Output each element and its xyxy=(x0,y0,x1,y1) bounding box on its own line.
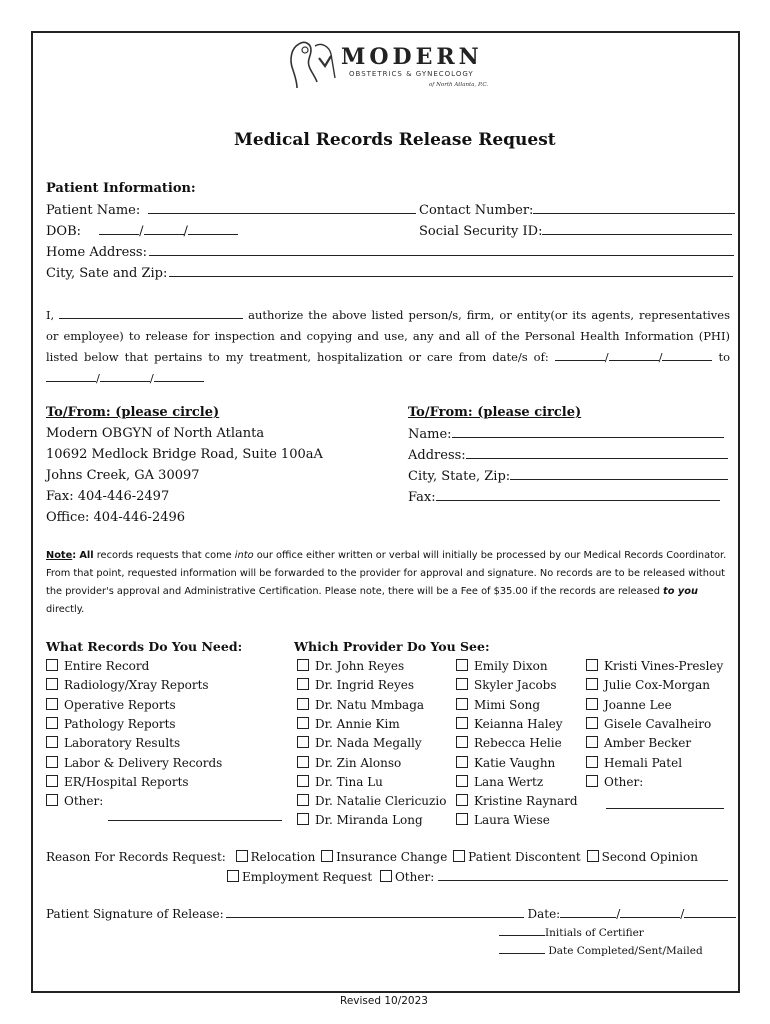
provider-physician-checkbox[interactable] xyxy=(297,813,309,825)
reason-insurance-label: Insurance Change xyxy=(336,850,448,864)
patient-info-heading: Patient Information: xyxy=(46,181,196,196)
provider-np-checkbox[interactable] xyxy=(586,678,598,690)
reason-second-opinion-checkbox[interactable] xyxy=(587,850,599,862)
record-type-item[interactable] xyxy=(46,736,180,750)
signature-date-month[interactable] xyxy=(560,908,616,918)
record-type-checkbox[interactable] xyxy=(46,736,58,748)
provider-midwife-item[interactable] xyxy=(456,794,578,808)
provider-physician-checkbox[interactable] xyxy=(297,659,309,671)
provider-physician-label: Dr. Annie Kim xyxy=(315,716,400,731)
record-type-label: Labor & Delivery Records xyxy=(64,755,223,770)
provider-np-checkbox[interactable] xyxy=(586,775,598,787)
record-type-checkbox[interactable] xyxy=(46,659,58,671)
provider-physician-item[interactable] xyxy=(297,775,383,789)
provider-midwife-checkbox[interactable] xyxy=(456,717,468,729)
record-type-label: ER/Hospital Reports xyxy=(64,774,189,789)
initials-row xyxy=(499,927,644,939)
provider-np-item[interactable] xyxy=(586,678,710,692)
recipient-address-label: Address: xyxy=(408,448,466,463)
home-address-label: Home Address: xyxy=(46,245,147,260)
recipient-fax-label: Fax: xyxy=(408,490,436,505)
completed-field[interactable] xyxy=(499,945,545,954)
provider-midwife-checkbox[interactable] xyxy=(456,794,468,806)
provider-np-label: Other: xyxy=(604,774,644,789)
authorization-to: to xyxy=(718,350,730,364)
provider-np-checkbox[interactable] xyxy=(586,717,598,729)
recipient-name-label: Name: xyxy=(408,427,452,442)
home-address-row xyxy=(46,244,734,261)
record-type-item[interactable] xyxy=(46,756,222,770)
provider-midwife-label: Mimi Song xyxy=(474,697,541,712)
signature-date-year[interactable] xyxy=(684,908,736,918)
provider-other-line[interactable] xyxy=(606,794,724,813)
signature-date-day[interactable] xyxy=(620,908,680,918)
home-address-field[interactable] xyxy=(149,244,734,256)
provider-midwife-item[interactable] xyxy=(456,775,543,789)
record-type-checkbox[interactable] xyxy=(46,678,58,690)
provider-midwife-item[interactable] xyxy=(456,678,557,692)
authorizer-name-field[interactable] xyxy=(59,309,243,319)
provider-np-checkbox[interactable] xyxy=(586,659,598,671)
to-from-left-line-2: 10692 Medlock Bridge Road, Suite 100aA xyxy=(46,447,323,462)
from-year-field[interactable] xyxy=(662,351,712,361)
provider-np-item[interactable] xyxy=(586,775,643,789)
record-type-item[interactable] xyxy=(46,698,176,712)
reason-other-field[interactable] xyxy=(438,871,728,881)
provider-physician-checkbox[interactable] xyxy=(297,717,309,729)
logo xyxy=(285,38,495,94)
record-type-item[interactable] xyxy=(46,717,176,731)
provider-np-item[interactable] xyxy=(586,659,723,673)
dob-day-field[interactable] xyxy=(144,223,184,235)
provider-physician-label: Dr. Natu Mmbaga xyxy=(315,697,425,712)
reason-discontent-label: Patient Discontent xyxy=(468,850,581,864)
provider-midwife-checkbox[interactable] xyxy=(456,678,468,690)
ssn-row xyxy=(419,223,732,240)
reason-employment-label: Employment Request xyxy=(242,870,373,884)
revised-date: Revised 10/2023 xyxy=(340,995,428,1007)
initials-field[interactable] xyxy=(499,927,545,936)
provider-physician-label: Dr. Tina Lu xyxy=(315,774,383,789)
provider-midwife-label: Kristine Raynard xyxy=(474,794,578,809)
reason-discontent-checkbox[interactable] xyxy=(453,850,465,862)
to-from-left-line-5: Office: 404-446-2496 xyxy=(46,510,186,525)
provider-np-label: Gisele Cavalheiro xyxy=(604,716,712,731)
recipient-name-row xyxy=(408,426,724,443)
provider-midwife-label: Emily Dixon xyxy=(474,659,548,673)
provider-physician-item[interactable] xyxy=(297,794,446,808)
provider-np-label: Kristi Vines-Presley xyxy=(604,659,724,673)
provider-midwife-label: Lana Wertz xyxy=(474,774,544,789)
provider-physician-item[interactable] xyxy=(297,717,400,731)
provider-physician-checkbox[interactable] xyxy=(297,678,309,690)
contact-number-field[interactable] xyxy=(533,202,735,214)
record-type-checkbox[interactable] xyxy=(46,775,58,787)
authorization-text: authorize the above listed person/s, firm, or entity(or its agents, representatives or employee) to release for inspection and copying and use, any and all of the Personal Health Information (PHI) listed below that pertains to my treatment, hospitalization or care from date/s of: xyxy=(46,308,731,364)
provider-np-label: Hemali Patel xyxy=(604,755,683,770)
provider-physician-item[interactable] xyxy=(297,678,414,692)
provider-physician-item[interactable] xyxy=(297,659,404,673)
reason-insurance-checkbox[interactable] xyxy=(321,850,333,862)
to-day-field[interactable] xyxy=(100,372,150,382)
provider-midwife-checkbox[interactable] xyxy=(456,756,468,768)
recipient-fax-field[interactable] xyxy=(436,489,720,501)
reason-label: Reason For Records Request: xyxy=(46,850,226,864)
provider-physician-label: Dr. Zin Alonso xyxy=(315,755,402,770)
note-all: All xyxy=(79,550,94,561)
provider-physician-item[interactable] xyxy=(297,698,424,712)
provider-midwife-item[interactable] xyxy=(456,736,562,750)
provider-np-label: Julie Cox-Morgan xyxy=(604,678,710,693)
provider-physician-item[interactable] xyxy=(297,813,423,827)
to-from-left-heading[interactable]: To/From: (please circle) xyxy=(46,405,220,420)
provider-physician-item[interactable] xyxy=(297,756,401,770)
record-type-checkbox[interactable] xyxy=(46,794,58,806)
contact-number-row xyxy=(419,202,735,219)
provider-np-item[interactable] xyxy=(586,736,691,750)
record-type-checkbox[interactable] xyxy=(46,698,58,710)
record-type-label: Laboratory Results xyxy=(64,736,181,751)
provider-np-checkbox[interactable] xyxy=(586,736,598,748)
to-year-field[interactable] xyxy=(154,372,204,382)
reason-employment-checkbox[interactable] xyxy=(227,870,239,882)
provider-midwife-checkbox[interactable] xyxy=(456,736,468,748)
reason-other-label: Other: xyxy=(394,870,435,884)
authorization-paragraph: I, authorize the above listed person/s, firm, or entity(or its agents, representatives or employee) to release for inspection and copying and use, any and all of the Personal Health Information (PHI) listed below that pertains to my treatment, hospitalization or care from date/s of: / / to / / xyxy=(46,308,731,385)
provider-midwife-label: Rebecca Helie xyxy=(474,736,562,751)
completed-label: Date Completed/Sent/Mailed xyxy=(548,945,703,957)
recipient-address-field[interactable] xyxy=(466,447,728,459)
note-paragraph: Note: All records requests that come into our office either written or verbal will initially be processed by our Medical Records Coordinator. From that point, requested information will be forwarded to the provider for approval and signature. No records are to be released without the provider's approval and Administrative Certification. Please note, there will be a Fee of $35.00 if the records are released to you directly. xyxy=(46,550,727,615)
dob-year-field[interactable] xyxy=(188,223,238,235)
authorization-prefix: I, xyxy=(46,308,55,322)
recipient-city-field[interactable] xyxy=(510,468,728,480)
provider-midwife-checkbox[interactable] xyxy=(456,813,468,825)
record-type-item[interactable] xyxy=(46,794,103,808)
dob-month-field[interactable] xyxy=(99,223,139,235)
record-type-item[interactable] xyxy=(46,775,189,789)
patient-name-row xyxy=(46,202,416,219)
provider-midwife-checkbox[interactable] xyxy=(456,775,468,787)
provider-physician-label: Dr. Ingrid Reyes xyxy=(315,678,415,693)
record-type-label: Entire Record xyxy=(64,659,150,673)
note-part-1: records requests that come xyxy=(93,550,235,561)
provider-np-checkbox[interactable] xyxy=(586,756,598,768)
record-type-label: Other: xyxy=(64,794,104,809)
to-from-right-heading[interactable]: To/From: (please circle) xyxy=(408,405,582,420)
reason-relocation-checkbox[interactable] xyxy=(236,850,248,862)
provider-midwife-checkbox[interactable] xyxy=(456,659,468,671)
logo-subtitle: OBSTETRICS & GYNECOLOGY xyxy=(349,70,474,78)
provider-midwife-item[interactable] xyxy=(456,756,555,770)
provider-physician-item[interactable] xyxy=(297,736,422,750)
logo-word: MODERN xyxy=(341,44,483,70)
provider-midwife-label: Keianna Haley xyxy=(474,716,563,731)
dob-row: DOB: / / xyxy=(46,223,238,240)
recipient-city-label: City, State, Zip: xyxy=(408,469,511,484)
signature-label: Patient Signature of Release: xyxy=(46,907,224,921)
provider-physician-checkbox[interactable] xyxy=(297,698,309,710)
from-month-field[interactable] xyxy=(555,351,605,361)
record-type-item[interactable] xyxy=(46,678,209,692)
record-type-checkbox[interactable] xyxy=(46,756,58,768)
from-day-field[interactable] xyxy=(609,351,659,361)
provider-physician-checkbox[interactable] xyxy=(297,775,309,787)
record-type-label: Operative Reports xyxy=(64,697,176,712)
record-type-label: Radiology/Xray Reports xyxy=(64,678,209,693)
records-other-line[interactable] xyxy=(108,806,282,825)
provider-midwife-label: Laura Wiese xyxy=(474,813,550,828)
provider-midwife-item[interactable] xyxy=(456,659,548,673)
completed-row xyxy=(499,945,703,957)
patient-name-label: Patient Name: xyxy=(46,203,141,218)
to-from-left-line-4: Fax: 404-446-2497 xyxy=(46,489,170,504)
provider-np-label: Amber Becker xyxy=(604,736,692,751)
to-from-left-line-1: Modern OBGYN of North Atlanta xyxy=(46,426,265,441)
logo-tagline: of North Atlanta, P.C. xyxy=(429,82,489,88)
record-type-checkbox[interactable] xyxy=(46,717,58,729)
provider-np-checkbox[interactable] xyxy=(586,698,598,710)
provider-physician-checkbox[interactable] xyxy=(297,736,309,748)
recipient-city-row xyxy=(408,468,728,485)
ssn-label: Social Security ID: xyxy=(419,224,543,239)
provider-np-label: Joanne Lee xyxy=(604,697,672,712)
city-zip-field[interactable] xyxy=(169,265,733,277)
dob-label: DOB: xyxy=(46,224,82,239)
recipient-address-row xyxy=(408,447,728,464)
provider-np-item[interactable] xyxy=(586,698,672,712)
providers-heading: Which Provider Do You See: xyxy=(294,639,490,654)
provider-np-item[interactable] xyxy=(586,717,711,731)
note-into: into xyxy=(234,550,254,561)
patient-name-field[interactable] xyxy=(148,202,416,214)
provider-physician-label: Dr. Miranda Long xyxy=(315,813,423,828)
provider-physician-checkbox[interactable] xyxy=(297,794,309,806)
signature-date-label: Date: xyxy=(527,907,561,921)
record-type-item[interactable] xyxy=(46,659,149,673)
note-label: Note xyxy=(46,550,73,561)
records-heading: What Records Do You Need: xyxy=(46,639,243,654)
reason-relocation-label: Relocation xyxy=(250,850,316,864)
ssn-field[interactable] xyxy=(542,223,732,235)
provider-physician-checkbox[interactable] xyxy=(297,756,309,768)
provider-midwife-checkbox[interactable] xyxy=(456,698,468,710)
city-zip-label: City, Sate and Zip: xyxy=(46,266,168,281)
form-title: Medical Records Release Request xyxy=(234,130,556,150)
logo-figure-icon xyxy=(285,38,345,90)
record-type-label: Pathology Reports xyxy=(64,716,176,731)
provider-physician-label: Dr. Natalie Clericuzio xyxy=(315,794,447,809)
to-month-field[interactable] xyxy=(46,372,96,382)
reason-other-checkbox[interactable] xyxy=(380,870,392,882)
provider-midwife-item[interactable] xyxy=(456,813,550,827)
note-to-you: to you xyxy=(663,586,698,597)
provider-midwife-item[interactable] xyxy=(456,698,540,712)
reason-row xyxy=(46,850,698,864)
provider-midwife-item[interactable] xyxy=(456,717,563,731)
recipient-name-field[interactable] xyxy=(452,426,724,438)
note-part-3: directly. xyxy=(46,604,85,615)
signature-field[interactable] xyxy=(226,908,524,918)
reason-row-2 xyxy=(227,870,728,884)
reason-second-opinion-label: Second Opinion xyxy=(601,850,698,864)
contact-number-label: Contact Number: xyxy=(419,203,534,218)
recipient-fax-row xyxy=(408,489,720,506)
signature-row: Patient Signature of Release: Date: / / xyxy=(46,907,736,921)
provider-np-item[interactable] xyxy=(586,756,682,770)
provider-midwife-label: Katie Vaughn xyxy=(474,755,556,770)
initials-label: Initials of Certifier xyxy=(545,927,644,939)
provider-physician-label: Dr. Nada Megally xyxy=(315,736,422,751)
to-from-left-line-3: Johns Creek, GA 30097 xyxy=(46,468,200,483)
city-zip-row xyxy=(46,265,733,282)
note-part-2: our office either written or verbal will initially be processed by our Medical Records Coordinator. From that point, requested information will be forwarded to the provider for approval and signature. No records are to be released without the provider's approval and Administrative Certification. Please note, there will be a Fee of $35.00 if the records are released xyxy=(46,550,727,597)
provider-midwife-label: Skyler Jacobs xyxy=(474,678,557,693)
provider-physician-label: Dr. John Reyes xyxy=(315,659,405,673)
